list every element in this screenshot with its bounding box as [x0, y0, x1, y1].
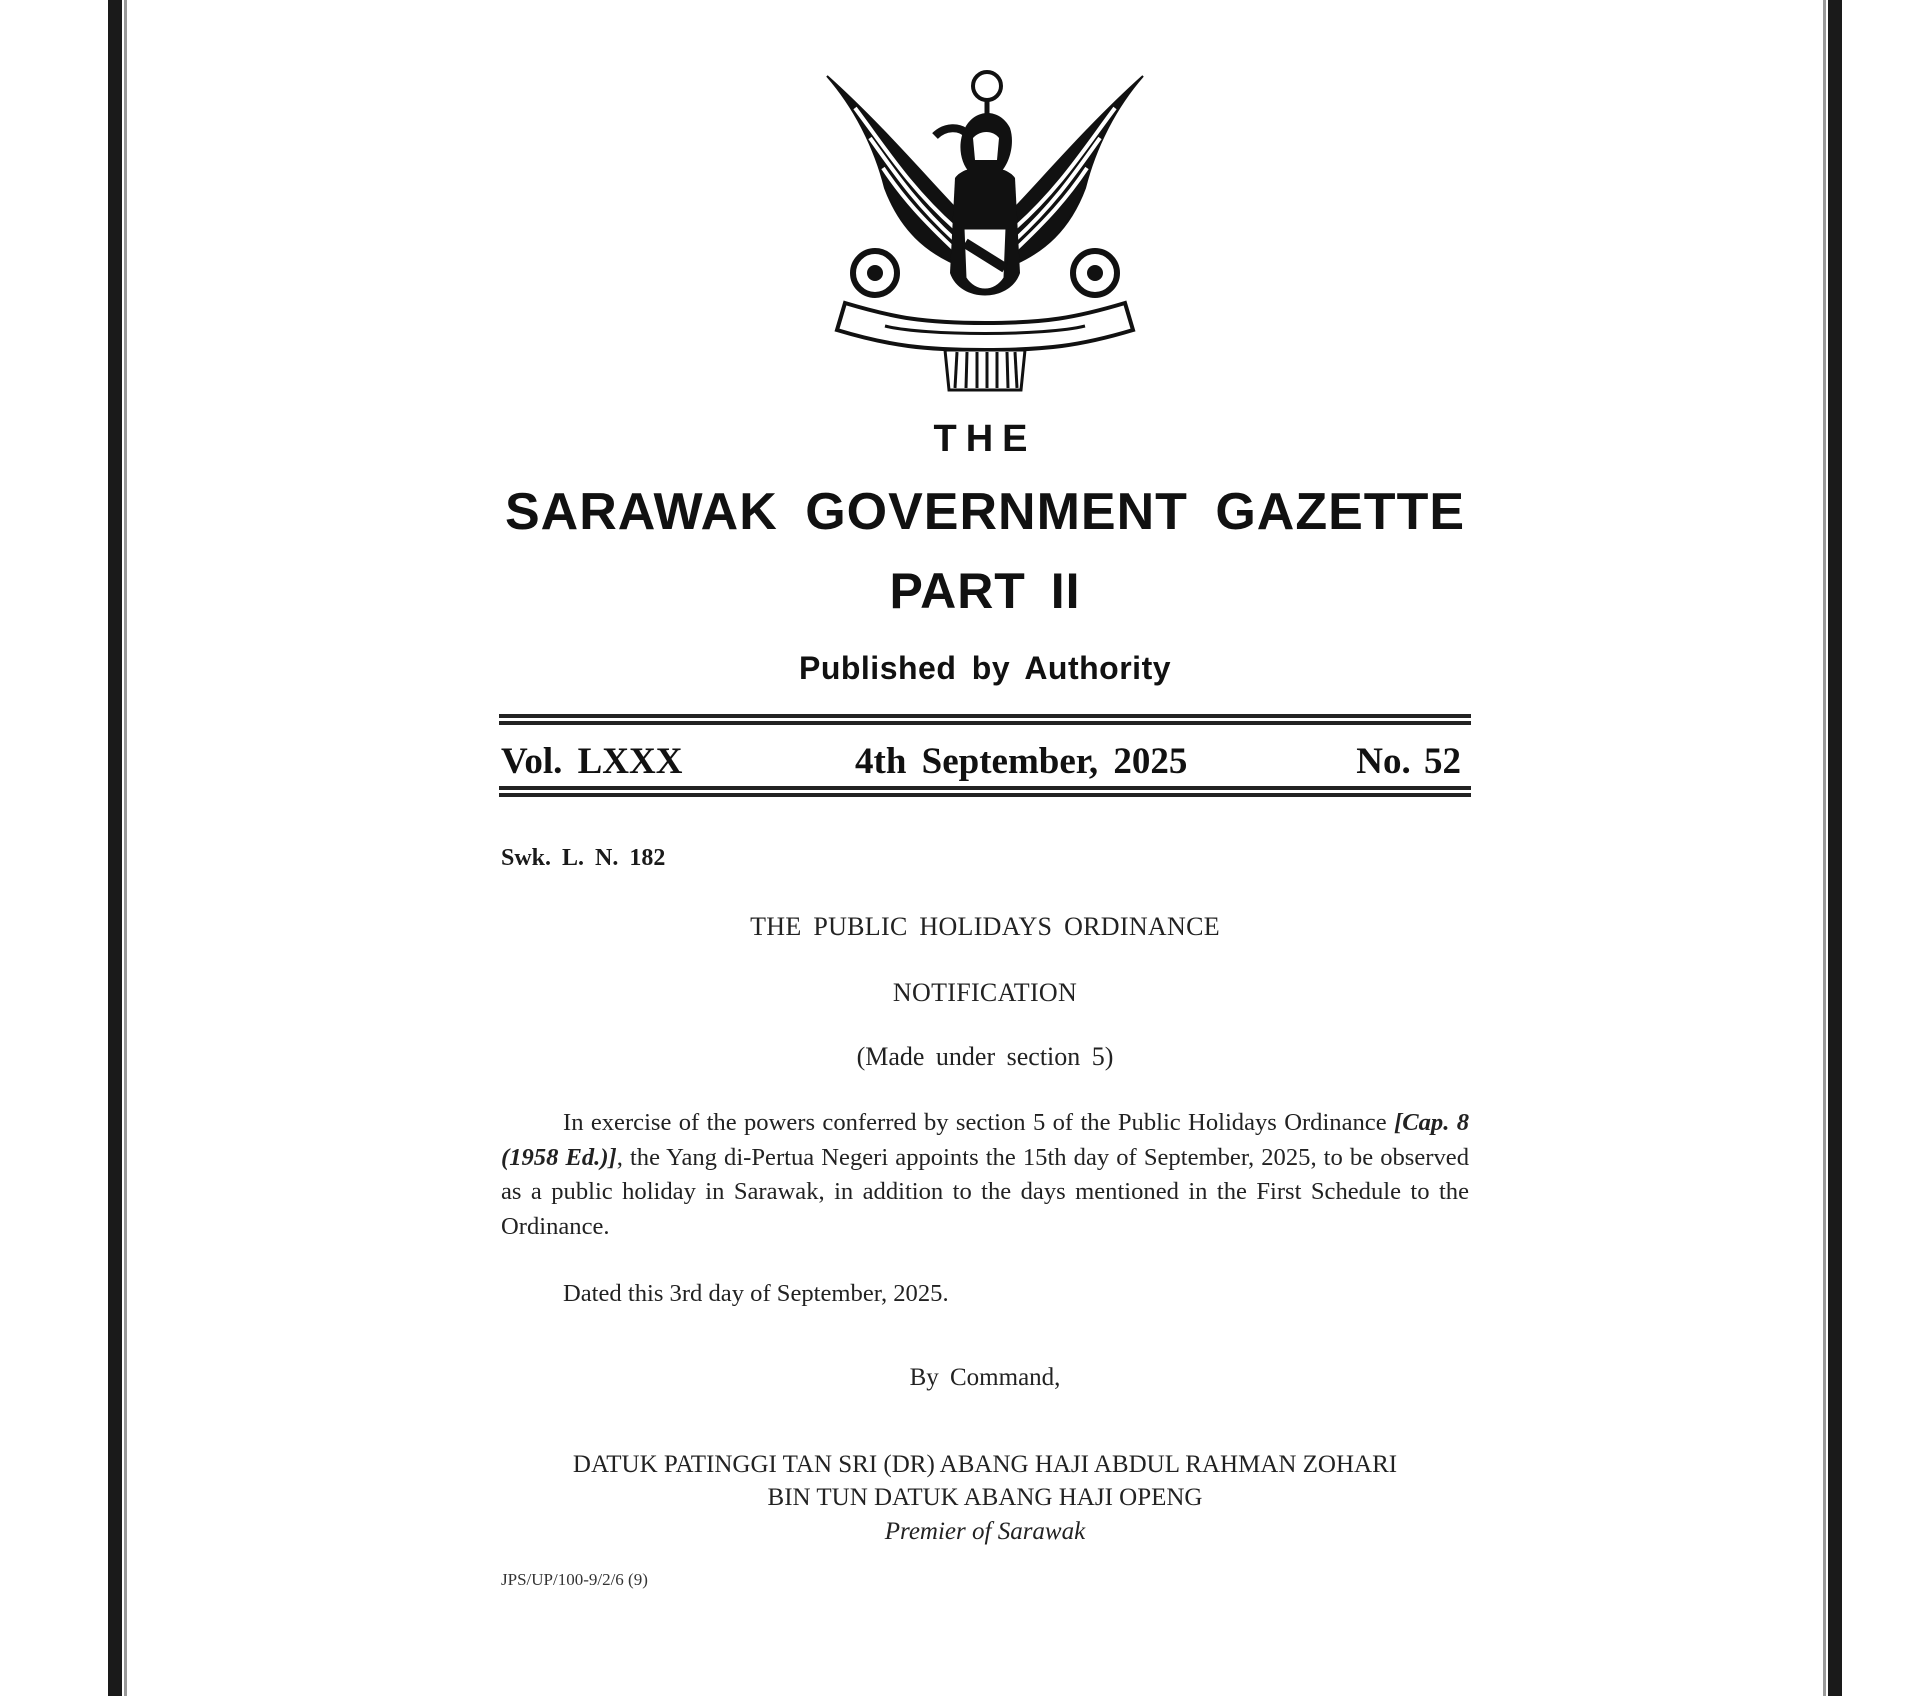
issue-number: No. 52	[1356, 741, 1461, 782]
signatory-line-2: BIN TUN DATUK ABANG HAJI OPENG	[767, 1484, 1203, 1511]
double-rule-bottom	[499, 786, 1471, 797]
signatory-name	[499, 1448, 1471, 1514]
signatory-title: Premier of Sarawak	[884, 1518, 1086, 1545]
masthead-title: SARAWAK GOVERNMENT GAZETTE	[504, 483, 1466, 541]
issue-volume: Vol. LXXX	[501, 741, 683, 782]
notification-heading: NOTIFICATION	[892, 978, 1078, 1007]
double-rule-top	[499, 714, 1471, 725]
issue-date: 4th September, 2025	[855, 741, 1188, 782]
notice-body	[501, 1106, 1469, 1244]
gazette-page	[499, 0, 1471, 1696]
notice-body-part1: In exercise of the powers conferred by section 5 of the Public Holidays Ordinance	[563, 1109, 1395, 1136]
file-reference: JPS/UP/100-9/2/6 (9)	[501, 1570, 648, 1589]
masthead-published-by: Published by Authority	[798, 650, 1172, 686]
notice-citation: [Cap. 8 (1958 Ed.)]	[501, 1109, 1470, 1171]
page-frame-right	[1828, 0, 1842, 1696]
sarawak-coat-of-arms-icon	[815, 68, 1155, 398]
notice-body-part2: , the Yang di-Pertua Negeri appoints the 15th day of September, 2025, to be observed as a public holiday in Sarawak, in addition to the days mentioned in the First Schedule to the Ordinance.	[501, 1143, 1469, 1240]
dated-line: Dated this 3rd day of September, 2025.	[563, 1280, 949, 1307]
masthead-the: THE	[933, 418, 1037, 460]
legal-notice-number: Swk. L. N. 182	[501, 845, 666, 871]
page-frame-left	[108, 0, 122, 1696]
ordinance-title: THE PUBLIC HOLIDAYS ORDINANCE	[750, 912, 1220, 941]
signatory-line-1: DATUK PATINGGI TAN SRI (DR) ABANG HAJI ABDUL RAHMAN ZOHARI	[572, 1451, 1398, 1478]
made-under-section: (Made under section 5)	[856, 1042, 1114, 1071]
issue-row	[499, 740, 1471, 784]
by-command: By Command,	[909, 1364, 1061, 1391]
masthead-part: PART II	[889, 563, 1081, 619]
